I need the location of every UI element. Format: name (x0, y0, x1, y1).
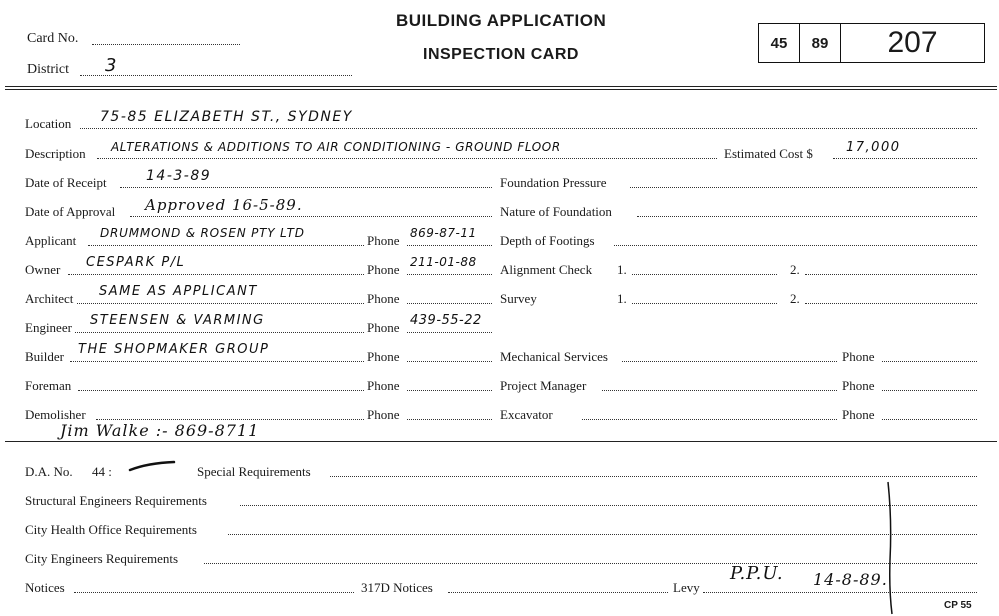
alignment-num-1: 1. (617, 262, 627, 277)
survey-field-1[interactable] (632, 303, 777, 304)
architect-value: SAME AS APPLICANT (99, 284, 258, 299)
excavator-field[interactable] (582, 419, 837, 420)
levy-field[interactable] (703, 592, 977, 593)
description-value: ALTERATIONS & ADDITIONS TO AIR CONDITIONING - GROUND FLOOR (111, 140, 561, 154)
foreman-field[interactable] (78, 390, 364, 391)
city-engineers-requirements-label: City Engineers Requirements (25, 551, 179, 566)
card-number-box: 207 (840, 23, 985, 63)
date-approval-label: Date of Approval (25, 204, 116, 219)
health-requirements-label: City Health Office Requirements (25, 522, 197, 537)
survey-num-2: 2. (790, 291, 800, 306)
notices-317d-field[interactable] (448, 592, 668, 593)
health-requirements-field[interactable] (228, 534, 977, 535)
depth-footings-field[interactable] (614, 245, 977, 246)
applicant-value: DRUMMOND & ROSEN PTY LTD (100, 226, 305, 240)
da-no-label: D.A. No. (25, 464, 73, 479)
mechanical-label: Mechanical Services (500, 349, 608, 364)
location-field[interactable] (80, 128, 977, 129)
applicant-phone-value: 869-87-11 (410, 226, 477, 240)
date-receipt-field[interactable] (120, 187, 492, 188)
city-engineers-requirements-field[interactable] (204, 563, 977, 564)
owner-phone-value: 211-01-88 (410, 255, 477, 269)
foreman-phone-field[interactable] (407, 390, 492, 391)
applicant-field[interactable] (88, 245, 364, 246)
estimated-cost-field[interactable] (833, 158, 977, 159)
card-no-label: Card No. (27, 31, 79, 46)
builder-phone-label: Phone (367, 349, 400, 364)
excavator-label: Excavator (500, 407, 553, 422)
description-label: Description (25, 146, 86, 161)
owner-phone-label: Phone (367, 262, 400, 277)
requirements-divider (5, 441, 997, 442)
applicant-phone-field[interactable] (407, 245, 492, 246)
owner-phone-field[interactable] (407, 274, 492, 275)
project-manager-phone-field[interactable] (882, 390, 977, 391)
survey-label: Survey (500, 291, 537, 306)
district-value: 3 (105, 55, 118, 76)
form-title-line2: INSPECTION CARD (423, 46, 579, 63)
handwritten-contact-note: Jim Walke :- 869-8711 (60, 421, 260, 440)
structural-requirements-label: Structural Engineers Requirements (25, 493, 207, 508)
foundation-pressure-label: Foundation Pressure (500, 175, 607, 190)
card-no-field[interactable] (92, 44, 240, 45)
alignment-check-label: Alignment Check (500, 262, 593, 277)
mechanical-phone-label: Phone (842, 349, 875, 364)
architect-field[interactable] (77, 303, 364, 304)
district-field[interactable] (80, 75, 352, 76)
estimated-cost-label: Estimated Cost $ (724, 146, 813, 161)
architect-phone-label: Phone (367, 291, 400, 306)
owner-label: Owner (25, 262, 61, 277)
survey-field-2[interactable] (805, 303, 977, 304)
demolisher-phone-label: Phone (367, 407, 400, 422)
code-box-45: 45 (758, 23, 800, 63)
foundation-pressure-field[interactable] (630, 187, 977, 188)
header-divider-2 (5, 89, 997, 90)
estimated-cost-value: 17,000 (846, 140, 901, 155)
location-label: Location (25, 116, 72, 131)
alignment-field-2[interactable] (805, 274, 977, 275)
form-code: CP 55 (944, 600, 972, 611)
district-label: District (27, 62, 69, 77)
project-manager-field[interactable] (602, 390, 837, 391)
engineer-phone-value: 439-55-22 (410, 313, 482, 328)
excavator-phone-field[interactable] (882, 419, 977, 420)
special-requirements-label: Special Requirements (197, 464, 311, 479)
location-value: 75-85 ELIZABETH ST., SYDNEY (100, 109, 353, 125)
notices-317d-label: 317D Notices (361, 580, 433, 595)
pen-stroke-mark (880, 480, 900, 616)
structural-requirements-field[interactable] (240, 505, 977, 506)
description-field[interactable] (97, 158, 717, 159)
alignment-num-2: 2. (790, 262, 800, 277)
builder-field[interactable] (70, 361, 364, 362)
mechanical-field[interactable] (622, 361, 837, 362)
notices-field[interactable] (74, 592, 354, 593)
builder-label: Builder (25, 349, 64, 364)
demolisher-phone-field[interactable] (407, 419, 492, 420)
architect-phone-field[interactable] (407, 303, 492, 304)
levy-value: P.P.U. (730, 563, 784, 584)
architect-label: Architect (25, 291, 74, 306)
demolisher-field[interactable] (96, 419, 364, 420)
code-box-89: 89 (799, 23, 841, 63)
date-receipt-label: Date of Receipt (25, 175, 107, 190)
survey-num-1: 1. (617, 291, 627, 306)
nature-foundation-label: Nature of Foundation (500, 204, 612, 219)
applicant-label: Applicant (25, 233, 77, 248)
demolisher-label: Demolisher (25, 407, 86, 422)
owner-field[interactable] (68, 274, 364, 275)
date-approval-value: Approved 16-5-89. (145, 196, 303, 214)
date-receipt-value: 14-3-89 (146, 168, 212, 184)
builder-phone-field[interactable] (407, 361, 492, 362)
header-divider (5, 86, 997, 87)
foreman-phone-label: Phone (367, 378, 400, 393)
builder-value: THE SHOPMAKER GROUP (78, 342, 270, 357)
engineer-phone-label: Phone (367, 320, 400, 335)
engineer-value: STEENSEN & VARMING (90, 313, 265, 328)
notices-label: Notices (25, 580, 65, 595)
excavator-phone-label: Phone (842, 407, 875, 422)
engineer-phone-field[interactable] (407, 332, 492, 333)
owner-value: CESPARK P/L (86, 255, 186, 270)
project-manager-label: Project Manager (500, 378, 587, 393)
nature-foundation-field[interactable] (637, 216, 977, 217)
levy-label: Levy (673, 580, 700, 595)
depth-footings-label: Depth of Footings (500, 233, 595, 248)
da-no-value: 44 : (92, 464, 112, 479)
levy-date: 14-8-89. (813, 570, 888, 589)
special-requirements-field[interactable] (330, 476, 977, 477)
date-approval-field[interactable] (130, 216, 492, 217)
project-manager-phone-label: Phone (842, 378, 875, 393)
applicant-phone-label: Phone (367, 233, 400, 248)
da-no-dash-mark (128, 458, 178, 474)
form-title-line1: BUILDING APPLICATION (396, 11, 607, 30)
engineer-label: Engineer (25, 320, 72, 335)
mechanical-phone-field[interactable] (882, 361, 977, 362)
alignment-field-1[interactable] (632, 274, 777, 275)
foreman-label: Foreman (25, 378, 72, 393)
engineer-field[interactable] (75, 332, 364, 333)
